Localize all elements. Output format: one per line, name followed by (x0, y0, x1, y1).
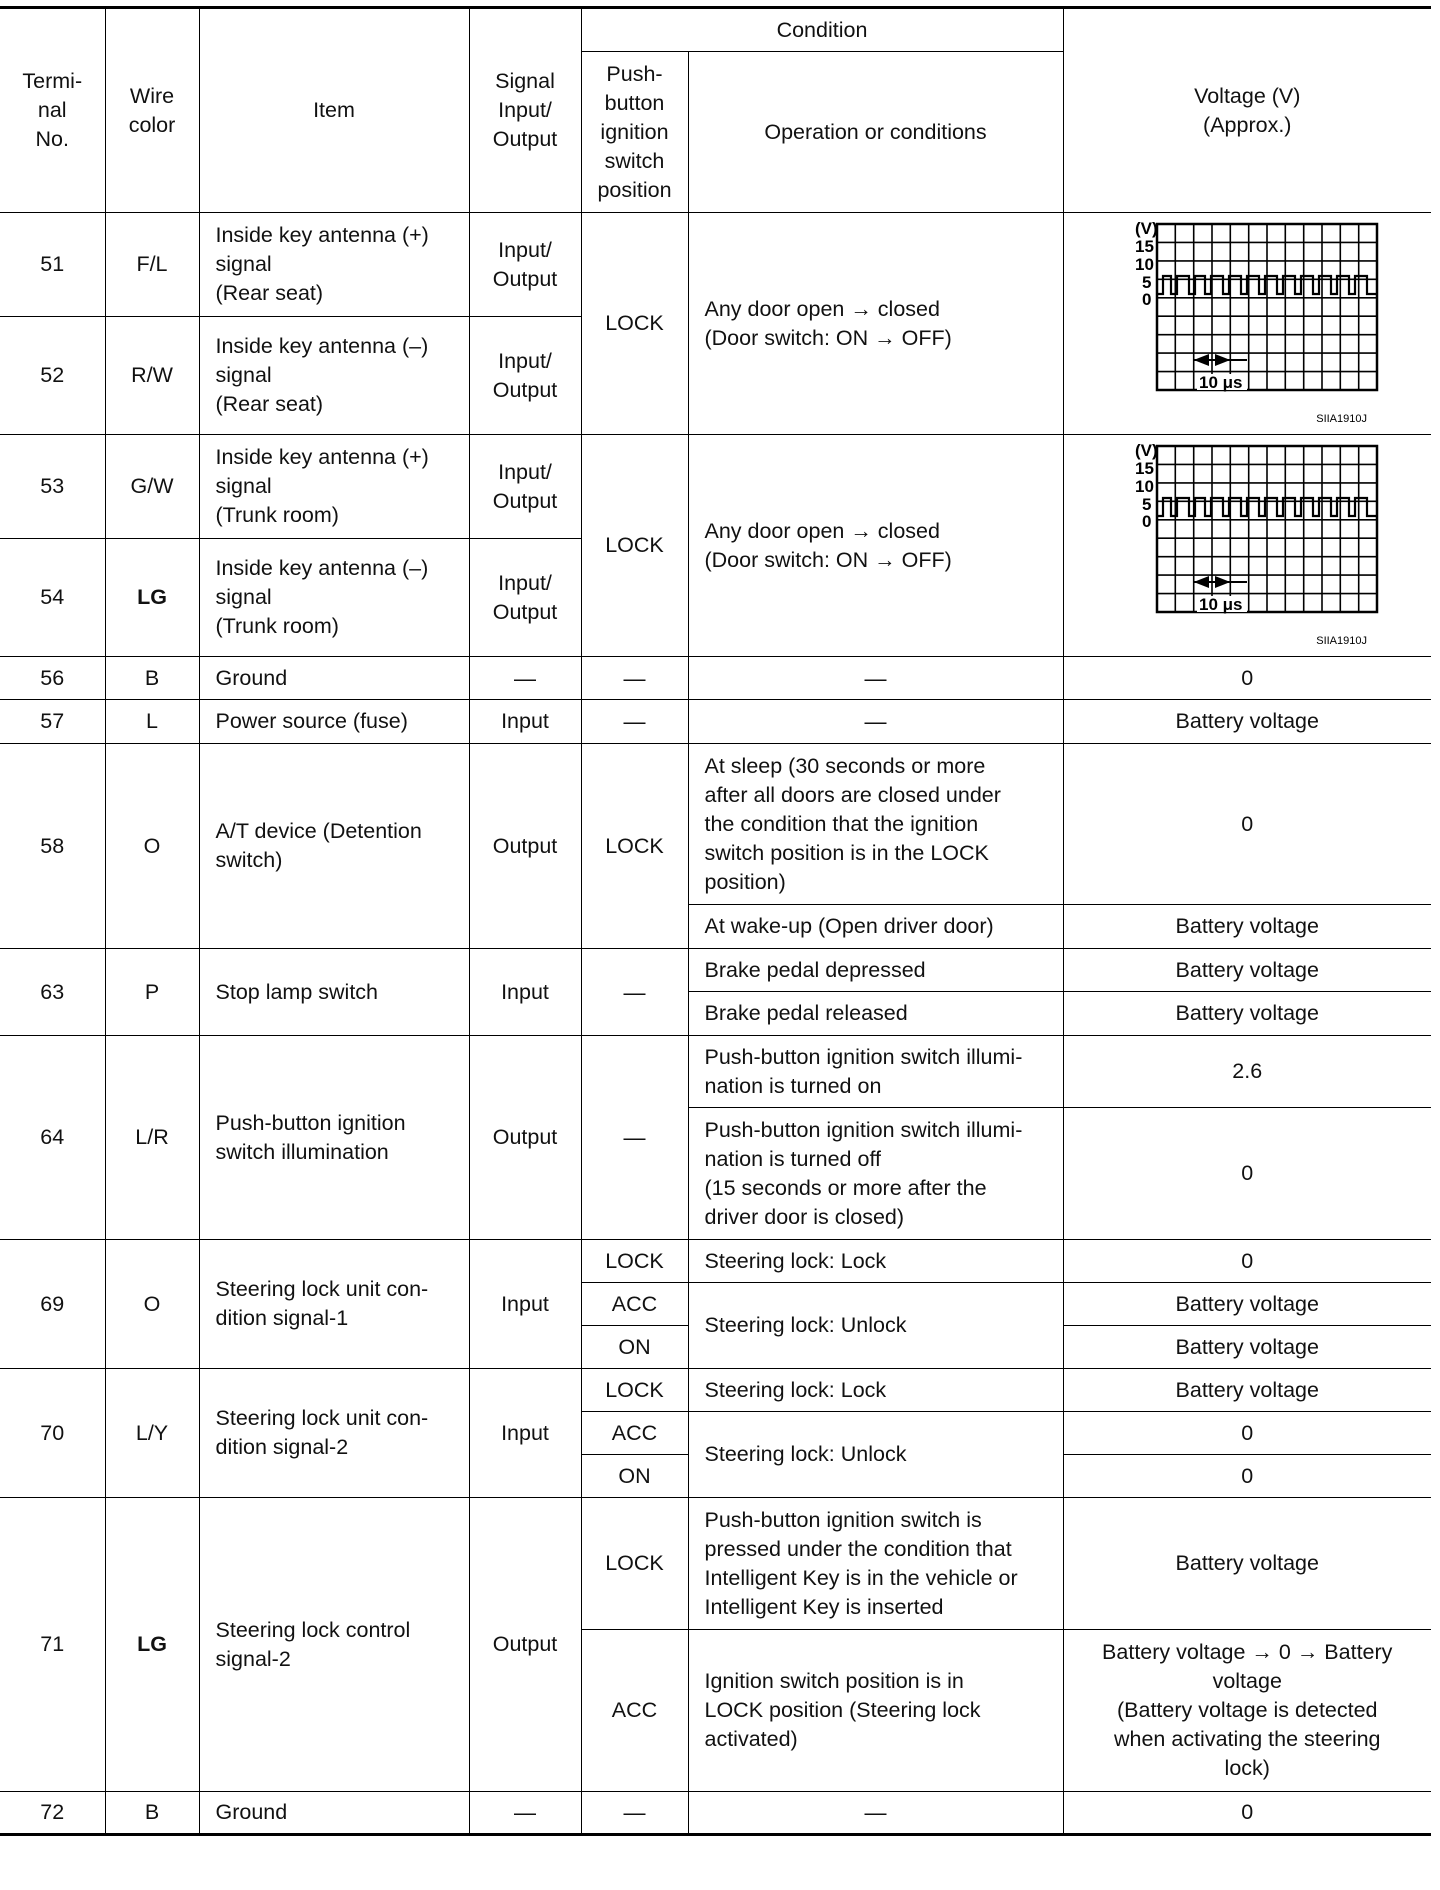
position-cell: LOCK (581, 744, 688, 949)
voltage-cell: Battery voltage (1063, 992, 1431, 1036)
y-label: 0 (1142, 289, 1152, 309)
wire-cell: R/W (105, 317, 199, 435)
io-cell: Input (469, 700, 581, 744)
item-cell: Steering lock unit con- dition signal-2 (199, 1369, 469, 1498)
table-row (0, 1498, 1431, 1630)
io-cell: Input/ Output (469, 539, 581, 657)
wire-cell: L/Y (105, 1369, 199, 1498)
terminal-spec-sheet (0, 6, 1431, 1836)
item-cell: Push-button ignition switch illumination (199, 1036, 469, 1240)
waveform-chart (1097, 214, 1397, 434)
item-cell: Inside key antenna (–) signal (Rear seat) (199, 317, 469, 435)
operation-cell: Steering lock: Unlock (688, 1412, 1063, 1498)
io-cell: Input (469, 949, 581, 1036)
interval-arrow-left (1194, 576, 1209, 588)
table-row (0, 435, 1431, 539)
position-cell: LOCK (581, 1498, 688, 1630)
header-signal-io: Signal Input/ Output (469, 8, 581, 213)
position-cell: ON (581, 1455, 688, 1498)
y-label: 5 (1142, 272, 1152, 292)
table-row (0, 213, 1431, 317)
item-cell: Stop lamp switch (199, 949, 469, 1036)
y-label: 10 (1135, 254, 1155, 274)
position-cell: — (581, 700, 688, 744)
operation-cell: Brake pedal released (688, 992, 1063, 1036)
wire-cell: O (105, 1240, 199, 1369)
operation-cell: Any door open → closed (Door switch: ON → OFF) (688, 213, 1063, 435)
wire-cell: G/W (105, 435, 199, 539)
wire-cell: O (105, 744, 199, 949)
terminal-cell: 72 (0, 1792, 105, 1835)
item-cell: Inside key antenna (–) signal (Trunk room) (199, 539, 469, 657)
wire-cell: P (105, 949, 199, 1036)
item-cell: Power source (fuse) (199, 700, 469, 744)
unit-label: (V) (1135, 218, 1158, 238)
unit-label: (V) (1135, 440, 1158, 460)
item-cell: Ground (199, 657, 469, 700)
wire-cell: LG (105, 539, 199, 657)
position-cell: — (581, 1792, 688, 1835)
table-row (0, 1036, 1431, 1108)
table-row (0, 700, 1431, 744)
y-label: 10 (1135, 476, 1155, 496)
position-cell: LOCK (581, 213, 688, 435)
operation-cell: Steering lock: Lock (688, 1369, 1063, 1412)
operation-cell: Steering lock: Unlock (688, 1283, 1063, 1369)
waveform-chart (1097, 436, 1397, 656)
terminal-cell: 64 (0, 1036, 105, 1240)
header-condition: Condition (581, 8, 1063, 52)
voltage-cell: Battery voltage (1063, 905, 1431, 949)
voltage-cell: 0 (1063, 1455, 1431, 1498)
item-cell: Steering lock control signal-2 (199, 1498, 469, 1792)
voltage-cell: 0 (1063, 744, 1431, 905)
voltage-cell: 0 (1063, 1412, 1431, 1455)
waveform-cell (1063, 213, 1431, 435)
wire-cell: LG (105, 1498, 199, 1792)
item-cell: Inside key antenna (+) signal (Rear seat) (199, 213, 469, 317)
io-cell: Input/ Output (469, 317, 581, 435)
operation-cell: Push-button ignition switch illumi- nation is turned off (15 seconds or more after the driver door is closed) (688, 1108, 1063, 1240)
position-cell: LOCK (581, 435, 688, 657)
io-cell: — (469, 657, 581, 700)
time-label: 10 μs (1199, 594, 1243, 614)
wire-cell: L/R (105, 1036, 199, 1240)
voltage-cell: Battery voltage (1063, 949, 1431, 992)
position-cell: LOCK (581, 1240, 688, 1283)
position-cell: ACC (581, 1283, 688, 1326)
terminal-cell: 71 (0, 1498, 105, 1792)
voltage-cell: 0 (1063, 1792, 1431, 1835)
voltage-cell: 0 (1063, 1108, 1431, 1240)
io-cell: Input (469, 1369, 581, 1498)
table-row (0, 744, 1431, 905)
io-cell: Output (469, 1036, 581, 1240)
y-label: 5 (1142, 494, 1152, 514)
table-row (0, 657, 1431, 700)
io-cell: Output (469, 1498, 581, 1792)
operation-cell: At sleep (30 seconds or more after all doors are closed under the condition that the ignition switch position is in the LOCK position) (688, 744, 1063, 905)
voltage-cell: 0 (1063, 1240, 1431, 1283)
io-cell: Input (469, 1240, 581, 1369)
table-row (0, 1240, 1431, 1283)
table-row (0, 1369, 1431, 1412)
terminal-cell: 57 (0, 700, 105, 744)
wire-cell: F/L (105, 213, 199, 317)
operation-cell: — (688, 700, 1063, 744)
terminal-cell: 54 (0, 539, 105, 657)
header-switch-position: Push- button ignition switch position (581, 52, 688, 213)
figure-code: SIIA1910J (1316, 634, 1368, 647)
terminal-cell: 52 (0, 317, 105, 435)
header-voltage: Voltage (V) (Approx.) (1063, 8, 1431, 213)
position-cell: LOCK (581, 1369, 688, 1412)
position-cell: ACC (581, 1412, 688, 1455)
terminal-cell: 56 (0, 657, 105, 700)
operation-cell: Push-button ignition switch is pressed under the condition that Intelligent Key is in the vehicle or Intelligent Key is inserted (688, 1498, 1063, 1630)
header-wire-color: Wire color (105, 8, 199, 213)
table-row (0, 1792, 1431, 1835)
table-row (0, 949, 1431, 992)
operation-cell: — (688, 1792, 1063, 1835)
io-cell: Output (469, 744, 581, 949)
voltage-cell: Battery voltage (1063, 700, 1431, 744)
voltage-cell: 2.6 (1063, 1036, 1431, 1108)
terminal-cell: 70 (0, 1369, 105, 1498)
y-label: 15 (1135, 458, 1155, 478)
io-cell: — (469, 1792, 581, 1835)
wire-cell: B (105, 657, 199, 700)
terminal-cell: 58 (0, 744, 105, 949)
header-operation: Operation or conditions (688, 52, 1063, 213)
operation-cell: Steering lock: Lock (688, 1240, 1063, 1283)
terminal-table (0, 6, 1431, 1836)
terminal-cell: 63 (0, 949, 105, 1036)
position-cell: — (581, 657, 688, 700)
voltage-cell: Battery voltage (1063, 1498, 1431, 1630)
terminal-cell: 51 (0, 213, 105, 317)
operation-cell: — (688, 657, 1063, 700)
interval-arrow-right (1215, 576, 1230, 588)
terminal-cell: 53 (0, 435, 105, 539)
y-label: 15 (1135, 236, 1155, 256)
operation-cell: Push-button ignition switch illumi- nation is turned on (688, 1036, 1063, 1108)
io-cell: Input/ Output (469, 435, 581, 539)
figure-code: SIIA1910J (1316, 412, 1368, 425)
waveform-cell (1063, 435, 1431, 657)
time-label: 10 μs (1199, 372, 1243, 392)
terminal-cell: 69 (0, 1240, 105, 1369)
io-cell: Input/ Output (469, 213, 581, 317)
item-cell: Steering lock unit con- dition signal-1 (199, 1240, 469, 1369)
wire-cell: B (105, 1792, 199, 1835)
operation-cell: At wake-up (Open driver door) (688, 905, 1063, 949)
voltage-cell: Battery voltage (1063, 1326, 1431, 1369)
y-label: 0 (1142, 511, 1152, 531)
position-cell: ACC (581, 1630, 688, 1792)
item-cell: A/T device (Detention switch) (199, 744, 469, 949)
item-cell: Ground (199, 1792, 469, 1835)
item-cell: Inside key antenna (+) signal (Trunk room) (199, 435, 469, 539)
operation-cell: Any door open → closed (Door switch: ON → OFF) (688, 435, 1063, 657)
voltage-cell: Battery voltage → 0 → Battery voltage (Battery voltage is detected when activating the steering lock) (1063, 1630, 1431, 1792)
header-terminal-no: Termi- nal No. (0, 8, 105, 213)
operation-cell: Brake pedal depressed (688, 949, 1063, 992)
position-cell: ON (581, 1326, 688, 1369)
voltage-cell: 0 (1063, 657, 1431, 700)
interval-arrow-left (1194, 354, 1209, 366)
voltage-cell: Battery voltage (1063, 1369, 1431, 1412)
interval-arrow-right (1215, 354, 1230, 366)
wire-cell: L (105, 700, 199, 744)
position-cell: — (581, 1036, 688, 1240)
operation-cell: Ignition switch position is in LOCK position (Steering lock activated) (688, 1630, 1063, 1792)
voltage-cell: Battery voltage (1063, 1283, 1431, 1326)
position-cell: — (581, 949, 688, 1036)
header-item: Item (199, 8, 469, 213)
